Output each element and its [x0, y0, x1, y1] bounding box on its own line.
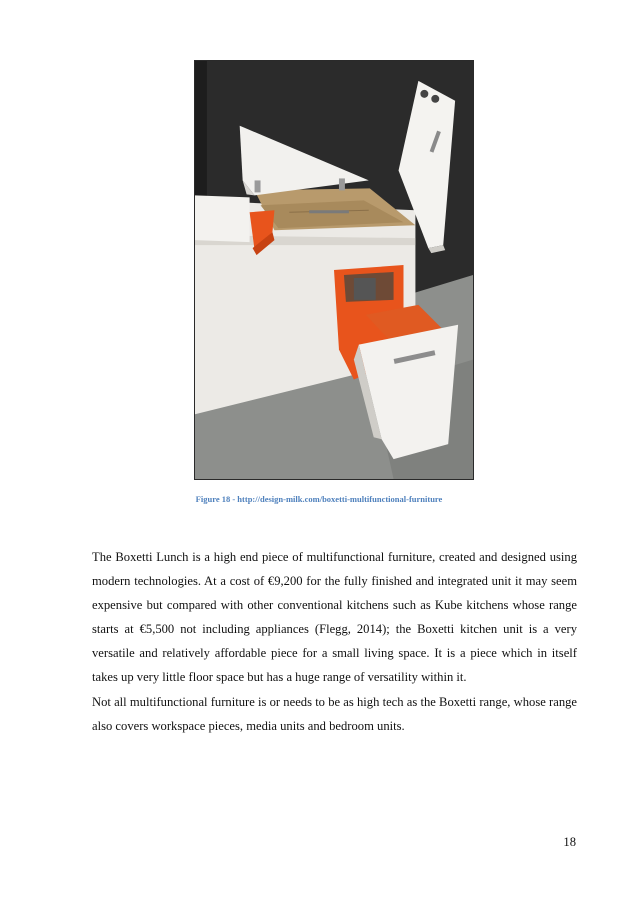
page-number: 18 — [563, 835, 576, 849]
figure-caption: Figure 18 - http://design-milk.com/boxetti-multifunctional-furniture — [195, 494, 443, 504]
body-paragraph: Not all multifunctional furniture is or needs to be as high tech as the Boxetti range, whose range also covers workspace pieces, media units and bedroom units. — [92, 695, 577, 733]
figure-image — [194, 60, 474, 480]
body-paragraph: The Boxetti Lunch is a high end piece of multifunctional furniture, created and designed using modern technologies. At a cost of €9,200 for the fully finished and integrated unit it may seem expensive but compared with other conventional kitchens such as Kube kitchens whose range starts at €5,500 not including appliances (Flegg, 2014); the Boxetti kitchen unit is a very versatile and relatively affordable piece for a small living space. It is a piece which in itself takes up very little floor space but has a huge range of versatility within it. — [92, 550, 577, 684]
boxetti-photo — [195, 61, 473, 479]
